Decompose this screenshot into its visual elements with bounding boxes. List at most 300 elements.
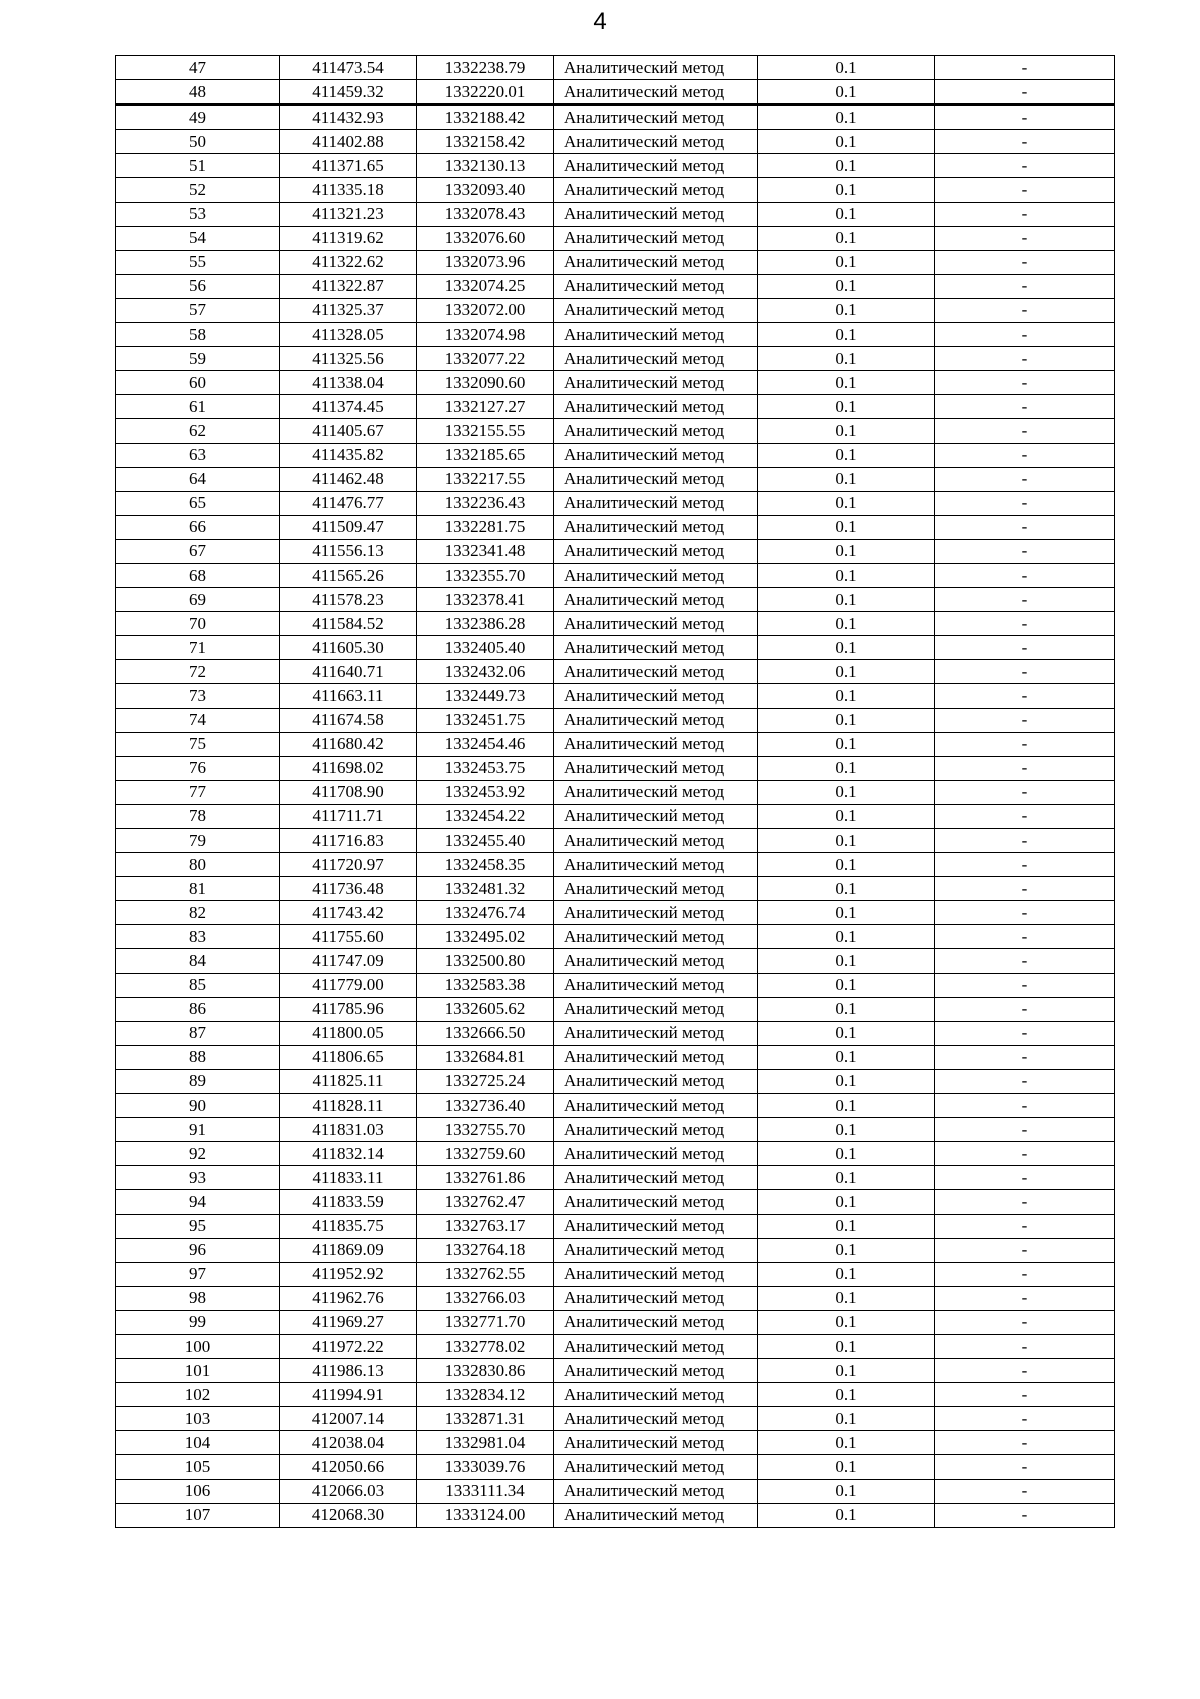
note-cell: - bbox=[935, 105, 1115, 130]
accuracy-cell: 0.1 bbox=[758, 443, 935, 467]
table-row bbox=[116, 901, 1115, 925]
table-row bbox=[116, 804, 1115, 828]
y-coordinate-cell: 1332762.47 bbox=[417, 1190, 554, 1214]
x-coordinate-cell: 411711.71 bbox=[280, 804, 417, 828]
accuracy-cell: 0.1 bbox=[758, 853, 935, 877]
y-coordinate-cell: 1332386.28 bbox=[417, 612, 554, 636]
x-coordinate-cell: 412066.03 bbox=[280, 1479, 417, 1503]
note-cell: - bbox=[935, 1455, 1115, 1479]
point-number-cell: 105 bbox=[116, 1455, 280, 1479]
note-cell: - bbox=[935, 853, 1115, 877]
table-row bbox=[116, 1479, 1115, 1503]
method-cell: Аналитический метод bbox=[554, 973, 758, 997]
table-row bbox=[116, 130, 1115, 154]
method-cell: Аналитический метод bbox=[554, 588, 758, 612]
accuracy-cell: 0.1 bbox=[758, 732, 935, 756]
note-cell: - bbox=[935, 588, 1115, 612]
y-coordinate-cell: 1332666.50 bbox=[417, 1021, 554, 1045]
note-cell: - bbox=[935, 925, 1115, 949]
point-number-cell: 81 bbox=[116, 877, 280, 901]
x-coordinate-cell: 411459.32 bbox=[280, 80, 417, 105]
accuracy-cell: 0.1 bbox=[758, 684, 935, 708]
note-cell: - bbox=[935, 443, 1115, 467]
point-number-cell: 91 bbox=[116, 1118, 280, 1142]
accuracy-cell: 0.1 bbox=[758, 105, 935, 130]
point-number-cell: 49 bbox=[116, 105, 280, 130]
table-row bbox=[116, 877, 1115, 901]
method-cell: Аналитический метод bbox=[554, 1118, 758, 1142]
y-coordinate-cell: 1332736.40 bbox=[417, 1094, 554, 1118]
accuracy-cell: 0.1 bbox=[758, 274, 935, 298]
point-number-cell: 51 bbox=[116, 154, 280, 178]
accuracy-cell: 0.1 bbox=[758, 588, 935, 612]
method-cell: Аналитический метод bbox=[554, 708, 758, 732]
note-cell: - bbox=[935, 1503, 1115, 1527]
point-number-cell: 58 bbox=[116, 323, 280, 347]
point-number-cell: 84 bbox=[116, 949, 280, 973]
accuracy-cell: 0.1 bbox=[758, 973, 935, 997]
y-coordinate-cell: 1332158.42 bbox=[417, 130, 554, 154]
note-cell: - bbox=[935, 1118, 1115, 1142]
note-cell: - bbox=[935, 1190, 1115, 1214]
point-number-cell: 85 bbox=[116, 973, 280, 997]
accuracy-cell: 0.1 bbox=[758, 636, 935, 660]
x-coordinate-cell: 411325.56 bbox=[280, 347, 417, 371]
method-cell: Аналитический метод bbox=[554, 780, 758, 804]
table-row bbox=[116, 1310, 1115, 1334]
method-cell: Аналитический метод bbox=[554, 491, 758, 515]
accuracy-cell: 0.1 bbox=[758, 250, 935, 274]
note-cell: - bbox=[935, 1479, 1115, 1503]
point-number-cell: 100 bbox=[116, 1334, 280, 1358]
y-coordinate-cell: 1332355.70 bbox=[417, 563, 554, 587]
table-row bbox=[116, 1190, 1115, 1214]
point-number-cell: 102 bbox=[116, 1383, 280, 1407]
method-cell: Аналитический метод bbox=[554, 395, 758, 419]
point-number-cell: 66 bbox=[116, 515, 280, 539]
x-coordinate-cell: 411986.13 bbox=[280, 1359, 417, 1383]
accuracy-cell: 0.1 bbox=[758, 298, 935, 322]
method-cell: Аналитический метод bbox=[554, 419, 758, 443]
y-coordinate-cell: 1332605.62 bbox=[417, 997, 554, 1021]
accuracy-cell: 0.1 bbox=[758, 1190, 935, 1214]
y-coordinate-cell: 1332764.18 bbox=[417, 1238, 554, 1262]
coordinates-table-body bbox=[116, 56, 1115, 1528]
accuracy-cell: 0.1 bbox=[758, 925, 935, 949]
note-cell: - bbox=[935, 1383, 1115, 1407]
note-cell: - bbox=[935, 539, 1115, 563]
note-cell: - bbox=[935, 154, 1115, 178]
table-row bbox=[116, 1431, 1115, 1455]
note-cell: - bbox=[935, 202, 1115, 226]
x-coordinate-cell: 411473.54 bbox=[280, 56, 417, 80]
accuracy-cell: 0.1 bbox=[758, 997, 935, 1021]
method-cell: Аналитический метод bbox=[554, 636, 758, 660]
method-cell: Аналитический метод bbox=[554, 298, 758, 322]
point-number-cell: 69 bbox=[116, 588, 280, 612]
table-row bbox=[116, 1286, 1115, 1310]
table-row bbox=[116, 708, 1115, 732]
table-row bbox=[116, 588, 1115, 612]
method-cell: Аналитический метод bbox=[554, 1045, 758, 1069]
note-cell: - bbox=[935, 1045, 1115, 1069]
accuracy-cell: 0.1 bbox=[758, 804, 935, 828]
accuracy-cell: 0.1 bbox=[758, 1407, 935, 1431]
y-coordinate-cell: 1332188.42 bbox=[417, 105, 554, 130]
accuracy-cell: 0.1 bbox=[758, 1069, 935, 1093]
x-coordinate-cell: 411832.14 bbox=[280, 1142, 417, 1166]
x-coordinate-cell: 411962.76 bbox=[280, 1286, 417, 1310]
y-coordinate-cell: 1332217.55 bbox=[417, 467, 554, 491]
x-coordinate-cell: 411698.02 bbox=[280, 756, 417, 780]
table-row bbox=[116, 226, 1115, 250]
y-coordinate-cell: 1332495.02 bbox=[417, 925, 554, 949]
point-number-cell: 55 bbox=[116, 250, 280, 274]
note-cell: - bbox=[935, 80, 1115, 105]
accuracy-cell: 0.1 bbox=[758, 1166, 935, 1190]
point-number-cell: 70 bbox=[116, 612, 280, 636]
table-row bbox=[116, 829, 1115, 853]
method-cell: Аналитический метод bbox=[554, 202, 758, 226]
point-number-cell: 80 bbox=[116, 853, 280, 877]
x-coordinate-cell: 411869.09 bbox=[280, 1238, 417, 1262]
table-row bbox=[116, 1045, 1115, 1069]
method-cell: Аналитический метод bbox=[554, 1214, 758, 1238]
note-cell: - bbox=[935, 949, 1115, 973]
method-cell: Аналитический метод bbox=[554, 1142, 758, 1166]
accuracy-cell: 0.1 bbox=[758, 395, 935, 419]
y-coordinate-cell: 1332481.32 bbox=[417, 877, 554, 901]
y-coordinate-cell: 1333039.76 bbox=[417, 1455, 554, 1479]
accuracy-cell: 0.1 bbox=[758, 780, 935, 804]
method-cell: Аналитический метод bbox=[554, 371, 758, 395]
y-coordinate-cell: 1332074.25 bbox=[417, 274, 554, 298]
table-row bbox=[116, 1503, 1115, 1527]
table-row bbox=[116, 395, 1115, 419]
table-row bbox=[116, 780, 1115, 804]
point-number-cell: 88 bbox=[116, 1045, 280, 1069]
x-coordinate-cell: 411994.91 bbox=[280, 1383, 417, 1407]
point-number-cell: 95 bbox=[116, 1214, 280, 1238]
y-coordinate-cell: 1332458.35 bbox=[417, 853, 554, 877]
accuracy-cell: 0.1 bbox=[758, 226, 935, 250]
y-coordinate-cell: 1332072.00 bbox=[417, 298, 554, 322]
x-coordinate-cell: 411435.82 bbox=[280, 443, 417, 467]
method-cell: Аналитический метод bbox=[554, 1094, 758, 1118]
point-number-cell: 53 bbox=[116, 202, 280, 226]
x-coordinate-cell: 411747.09 bbox=[280, 949, 417, 973]
note-cell: - bbox=[935, 1069, 1115, 1093]
table-row bbox=[116, 467, 1115, 491]
x-coordinate-cell: 411833.59 bbox=[280, 1190, 417, 1214]
point-number-cell: 98 bbox=[116, 1286, 280, 1310]
note-cell: - bbox=[935, 178, 1115, 202]
accuracy-cell: 0.1 bbox=[758, 1286, 935, 1310]
y-coordinate-cell: 1332834.12 bbox=[417, 1383, 554, 1407]
x-coordinate-cell: 411972.22 bbox=[280, 1334, 417, 1358]
point-number-cell: 52 bbox=[116, 178, 280, 202]
accuracy-cell: 0.1 bbox=[758, 56, 935, 80]
x-coordinate-cell: 411828.11 bbox=[280, 1094, 417, 1118]
point-number-cell: 93 bbox=[116, 1166, 280, 1190]
table-row bbox=[116, 1455, 1115, 1479]
y-coordinate-cell: 1332766.03 bbox=[417, 1286, 554, 1310]
table-row bbox=[116, 419, 1115, 443]
y-coordinate-cell: 1332341.48 bbox=[417, 539, 554, 563]
y-coordinate-cell: 1332453.92 bbox=[417, 780, 554, 804]
y-coordinate-cell: 1333124.00 bbox=[417, 1503, 554, 1527]
note-cell: - bbox=[935, 1166, 1115, 1190]
note-cell: - bbox=[935, 804, 1115, 828]
y-coordinate-cell: 1332451.75 bbox=[417, 708, 554, 732]
accuracy-cell: 0.1 bbox=[758, 1503, 935, 1527]
method-cell: Аналитический метод bbox=[554, 684, 758, 708]
note-cell: - bbox=[935, 347, 1115, 371]
method-cell: Аналитический метод bbox=[554, 1407, 758, 1431]
point-number-cell: 99 bbox=[116, 1310, 280, 1334]
method-cell: Аналитический метод bbox=[554, 250, 758, 274]
y-coordinate-cell: 1332455.40 bbox=[417, 829, 554, 853]
accuracy-cell: 0.1 bbox=[758, 202, 935, 226]
table-row bbox=[116, 973, 1115, 997]
accuracy-cell: 0.1 bbox=[758, 130, 935, 154]
accuracy-cell: 0.1 bbox=[758, 829, 935, 853]
table-row bbox=[116, 298, 1115, 322]
accuracy-cell: 0.1 bbox=[758, 1021, 935, 1045]
accuracy-cell: 0.1 bbox=[758, 1455, 935, 1479]
accuracy-cell: 0.1 bbox=[758, 178, 935, 202]
method-cell: Аналитический метод bbox=[554, 80, 758, 105]
y-coordinate-cell: 1332236.43 bbox=[417, 491, 554, 515]
note-cell: - bbox=[935, 612, 1115, 636]
point-number-cell: 71 bbox=[116, 636, 280, 660]
point-number-cell: 47 bbox=[116, 56, 280, 80]
point-number-cell: 62 bbox=[116, 419, 280, 443]
y-coordinate-cell: 1332684.81 bbox=[417, 1045, 554, 1069]
page-number: 4 bbox=[593, 8, 607, 35]
accuracy-cell: 0.1 bbox=[758, 563, 935, 587]
y-coordinate-cell: 1332093.40 bbox=[417, 178, 554, 202]
x-coordinate-cell: 411371.65 bbox=[280, 154, 417, 178]
accuracy-cell: 0.1 bbox=[758, 1214, 935, 1238]
table-row bbox=[116, 756, 1115, 780]
note-cell: - bbox=[935, 56, 1115, 80]
y-coordinate-cell: 1332073.96 bbox=[417, 250, 554, 274]
note-cell: - bbox=[935, 708, 1115, 732]
x-coordinate-cell: 411509.47 bbox=[280, 515, 417, 539]
y-coordinate-cell: 1332127.27 bbox=[417, 395, 554, 419]
x-coordinate-cell: 412068.30 bbox=[280, 1503, 417, 1527]
point-number-cell: 106 bbox=[116, 1479, 280, 1503]
point-number-cell: 104 bbox=[116, 1431, 280, 1455]
method-cell: Аналитический метод bbox=[554, 1286, 758, 1310]
method-cell: Аналитический метод bbox=[554, 56, 758, 80]
point-number-cell: 78 bbox=[116, 804, 280, 828]
table-row bbox=[116, 563, 1115, 587]
method-cell: Аналитический метод bbox=[554, 323, 758, 347]
method-cell: Аналитический метод bbox=[554, 1431, 758, 1455]
method-cell: Аналитический метод bbox=[554, 660, 758, 684]
y-coordinate-cell: 1332432.06 bbox=[417, 660, 554, 684]
x-coordinate-cell: 411578.23 bbox=[280, 588, 417, 612]
x-coordinate-cell: 411605.30 bbox=[280, 636, 417, 660]
point-number-cell: 103 bbox=[116, 1407, 280, 1431]
y-coordinate-cell: 1332405.40 bbox=[417, 636, 554, 660]
note-cell: - bbox=[935, 1021, 1115, 1045]
point-number-cell: 94 bbox=[116, 1190, 280, 1214]
accuracy-cell: 0.1 bbox=[758, 539, 935, 563]
x-coordinate-cell: 411335.18 bbox=[280, 178, 417, 202]
x-coordinate-cell: 411800.05 bbox=[280, 1021, 417, 1045]
accuracy-cell: 0.1 bbox=[758, 1118, 935, 1142]
table-row bbox=[116, 1238, 1115, 1262]
accuracy-cell: 0.1 bbox=[758, 515, 935, 539]
point-number-cell: 67 bbox=[116, 539, 280, 563]
point-number-cell: 82 bbox=[116, 901, 280, 925]
method-cell: Аналитический метод bbox=[554, 1359, 758, 1383]
accuracy-cell: 0.1 bbox=[758, 877, 935, 901]
x-coordinate-cell: 411716.83 bbox=[280, 829, 417, 853]
note-cell: - bbox=[935, 660, 1115, 684]
note-cell: - bbox=[935, 1094, 1115, 1118]
note-cell: - bbox=[935, 901, 1115, 925]
accuracy-cell: 0.1 bbox=[758, 1479, 935, 1503]
method-cell: Аналитический метод bbox=[554, 105, 758, 130]
note-cell: - bbox=[935, 515, 1115, 539]
table-row bbox=[116, 1069, 1115, 1093]
method-cell: Аналитический метод bbox=[554, 997, 758, 1021]
x-coordinate-cell: 411831.03 bbox=[280, 1118, 417, 1142]
point-number-cell: 74 bbox=[116, 708, 280, 732]
table-row bbox=[116, 925, 1115, 949]
x-coordinate-cell: 411969.27 bbox=[280, 1310, 417, 1334]
table-row bbox=[116, 178, 1115, 202]
point-number-cell: 57 bbox=[116, 298, 280, 322]
y-coordinate-cell: 1332725.24 bbox=[417, 1069, 554, 1093]
y-coordinate-cell: 1332185.65 bbox=[417, 443, 554, 467]
table-row bbox=[116, 56, 1115, 80]
x-coordinate-cell: 411825.11 bbox=[280, 1069, 417, 1093]
point-number-cell: 59 bbox=[116, 347, 280, 371]
note-cell: - bbox=[935, 1142, 1115, 1166]
note-cell: - bbox=[935, 780, 1115, 804]
x-coordinate-cell: 411785.96 bbox=[280, 997, 417, 1021]
method-cell: Аналитический метод bbox=[554, 178, 758, 202]
x-coordinate-cell: 411328.05 bbox=[280, 323, 417, 347]
y-coordinate-cell: 1332238.79 bbox=[417, 56, 554, 80]
x-coordinate-cell: 411755.60 bbox=[280, 925, 417, 949]
table-row bbox=[116, 539, 1115, 563]
method-cell: Аналитический метод bbox=[554, 1383, 758, 1407]
accuracy-cell: 0.1 bbox=[758, 1094, 935, 1118]
y-coordinate-cell: 1332871.31 bbox=[417, 1407, 554, 1431]
note-cell: - bbox=[935, 877, 1115, 901]
x-coordinate-cell: 411565.26 bbox=[280, 563, 417, 587]
y-coordinate-cell: 1332454.22 bbox=[417, 804, 554, 828]
method-cell: Аналитический метод bbox=[554, 804, 758, 828]
point-number-cell: 89 bbox=[116, 1069, 280, 1093]
accuracy-cell: 0.1 bbox=[758, 1262, 935, 1286]
point-number-cell: 97 bbox=[116, 1262, 280, 1286]
note-cell: - bbox=[935, 467, 1115, 491]
point-number-cell: 76 bbox=[116, 756, 280, 780]
point-number-cell: 90 bbox=[116, 1094, 280, 1118]
table-row bbox=[116, 515, 1115, 539]
note-cell: - bbox=[935, 973, 1115, 997]
table-row bbox=[116, 371, 1115, 395]
y-coordinate-cell: 1332759.60 bbox=[417, 1142, 554, 1166]
x-coordinate-cell: 411322.62 bbox=[280, 250, 417, 274]
table-row bbox=[116, 1021, 1115, 1045]
note-cell: - bbox=[935, 1359, 1115, 1383]
x-coordinate-cell: 411720.97 bbox=[280, 853, 417, 877]
table-row bbox=[116, 1142, 1115, 1166]
point-number-cell: 60 bbox=[116, 371, 280, 395]
table-row bbox=[116, 154, 1115, 178]
y-coordinate-cell: 1332454.46 bbox=[417, 732, 554, 756]
table-row bbox=[116, 636, 1115, 660]
method-cell: Аналитический метод bbox=[554, 1262, 758, 1286]
y-coordinate-cell: 1332074.98 bbox=[417, 323, 554, 347]
table-row bbox=[116, 323, 1115, 347]
y-coordinate-cell: 1332476.74 bbox=[417, 901, 554, 925]
note-cell: - bbox=[935, 732, 1115, 756]
table-row bbox=[116, 1094, 1115, 1118]
y-coordinate-cell: 1332155.55 bbox=[417, 419, 554, 443]
table-row bbox=[116, 732, 1115, 756]
table-row bbox=[116, 202, 1115, 226]
accuracy-cell: 0.1 bbox=[758, 1142, 935, 1166]
y-coordinate-cell: 1332755.70 bbox=[417, 1118, 554, 1142]
note-cell: - bbox=[935, 1286, 1115, 1310]
y-coordinate-cell: 1332130.13 bbox=[417, 154, 554, 178]
method-cell: Аналитический метод bbox=[554, 130, 758, 154]
point-number-cell: 68 bbox=[116, 563, 280, 587]
y-coordinate-cell: 1332981.04 bbox=[417, 1431, 554, 1455]
x-coordinate-cell: 411402.88 bbox=[280, 130, 417, 154]
accuracy-cell: 0.1 bbox=[758, 467, 935, 491]
table-row bbox=[116, 997, 1115, 1021]
x-coordinate-cell: 411321.23 bbox=[280, 202, 417, 226]
method-cell: Аналитический метод bbox=[554, 347, 758, 371]
x-coordinate-cell: 411779.00 bbox=[280, 973, 417, 997]
y-coordinate-cell: 1332220.01 bbox=[417, 80, 554, 105]
note-cell: - bbox=[935, 1334, 1115, 1358]
method-cell: Аналитический метод bbox=[554, 1310, 758, 1334]
y-coordinate-cell: 1332778.02 bbox=[417, 1334, 554, 1358]
accuracy-cell: 0.1 bbox=[758, 1431, 935, 1455]
table-row bbox=[116, 660, 1115, 684]
accuracy-cell: 0.1 bbox=[758, 708, 935, 732]
y-coordinate-cell: 1332076.60 bbox=[417, 226, 554, 250]
x-coordinate-cell: 411374.45 bbox=[280, 395, 417, 419]
point-number-cell: 86 bbox=[116, 997, 280, 1021]
accuracy-cell: 0.1 bbox=[758, 419, 935, 443]
method-cell: Аналитический метод bbox=[554, 949, 758, 973]
table-row bbox=[116, 1383, 1115, 1407]
note-cell: - bbox=[935, 636, 1115, 660]
x-coordinate-cell: 411319.62 bbox=[280, 226, 417, 250]
method-cell: Аналитический метод bbox=[554, 443, 758, 467]
x-coordinate-cell: 411663.11 bbox=[280, 684, 417, 708]
y-coordinate-cell: 1332583.38 bbox=[417, 973, 554, 997]
point-number-cell: 77 bbox=[116, 780, 280, 804]
method-cell: Аналитический метод bbox=[554, 732, 758, 756]
accuracy-cell: 0.1 bbox=[758, 491, 935, 515]
accuracy-cell: 0.1 bbox=[758, 1310, 935, 1334]
table-row bbox=[116, 1407, 1115, 1431]
accuracy-cell: 0.1 bbox=[758, 1238, 935, 1262]
